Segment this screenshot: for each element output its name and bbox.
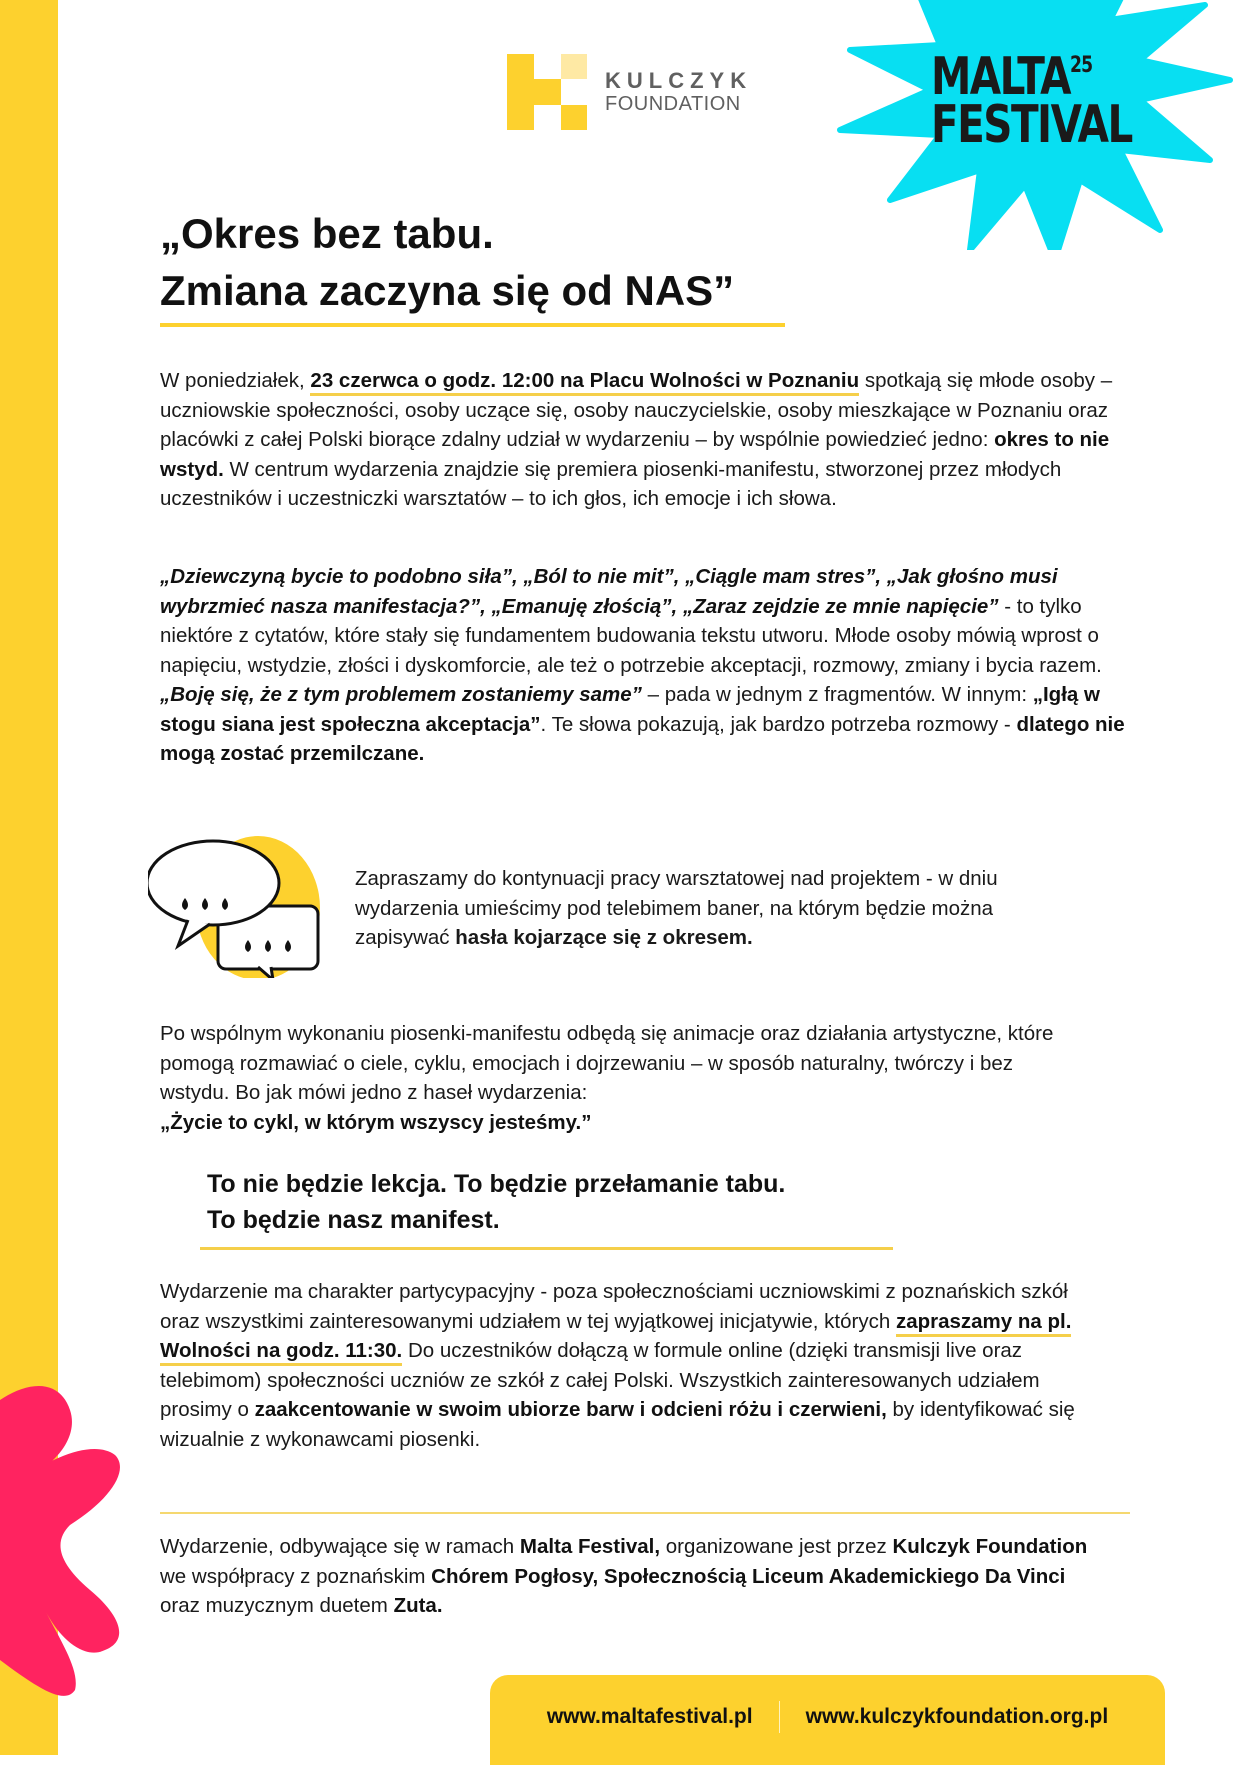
intro-bold: okres to nie wstyd.: [160, 428, 1110, 481]
footer-links-box: [490, 1675, 1165, 1765]
quotes-list: „Dziewczyną bycie to podobno siła”, „Ból to nie mit”, „Ciągle mam stres”, „Jak głośno musi wybrzmieć nasza manifestacja?”, „Emanuję złością”, „Zaraz zejdzie ze mnie napięcie”: [160, 565, 1058, 618]
kulczyk-logo-mark: [507, 54, 587, 130]
org-zuta: Zuta.: [393, 1594, 443, 1617]
quote-fear: „Boję się, że z tym problemem zostaniemy same”: [160, 683, 642, 706]
intro-text-3: W centrum wydarzenia znajdzie się premiera piosenki-manifestu, stworzonej przez młodych uczestników i uczestniczki warsztatów – to ich głos, ich emocje i ich słowa.: [160, 457, 1062, 510]
activities-text: Po wspólnym wykonaniu piosenki-manifestu odbędą się animacje oraz działania artystyczne, które pomogą rozmawiać o ciele, cyklu, emocjach i dojrzewaniu – w sposób naturalny, twórczy i bez wstydu. Bo jak mówi jedno z haseł wydarzenia:: [160, 1022, 1054, 1104]
quotes-conclusion: dlatego nie mogą zostać przemilczane.: [160, 712, 1125, 765]
organizers-paragraph: [160, 1532, 1100, 1621]
participation-text-1: Wydarzenie ma charakter partycypacyjny - poza społecznościami uczniowskimi z poznańskich szkół oraz wszystkimi zainteresowanymi udziałem w tej wyjątkowej inicjatywie, których: [160, 1280, 1068, 1333]
section-divider: [160, 1512, 1130, 1514]
title-line2: Zmiana zaczyna się od NAS”: [160, 267, 735, 314]
title-underline: [160, 323, 785, 327]
organizers-text-2: organizowane jest przez: [660, 1535, 893, 1558]
malta-logo-line1: MALTA: [931, 47, 1070, 107]
pink-flower-decoration: [0, 1360, 130, 1700]
quote-acceptance: „Igłą w stogu siana jest społeczna akceptacja”: [160, 683, 1100, 736]
intro-paragraph: [160, 366, 1135, 514]
link-kulczykfoundation[interactable]: www.kulczykfoundation.org.pl: [805, 1705, 1109, 1728]
footer-separator: [779, 1701, 780, 1733]
manifest-callout: [207, 1166, 785, 1238]
participation-paragraph: [160, 1277, 1080, 1454]
quotes-paragraph: [160, 562, 1135, 769]
kulczyk-foundation-logo: [507, 54, 752, 130]
organizers-text-3: we współpracy z poznańskim: [160, 1564, 432, 1588]
invite-text: Zapraszamy do kontynuacji pracy warsztatowej nad projektem - w dniu wydarzenia umieścimy pod telebimem baner, na którym będzie można zapisywać: [355, 867, 998, 949]
event-date-location: 23 czerwca o godz. 12:00 na Placu Wolności w Poznaniu: [310, 369, 859, 396]
speech-bubbles-icon: [148, 828, 328, 978]
dress-code: zaakcentowanie w swoim ubiorze barw i odcieni różu i czerwieni,: [254, 1398, 887, 1421]
org-malta: Malta Festival,: [519, 1535, 661, 1558]
activities-paragraph: [160, 1019, 1060, 1137]
quotes-text-2: – pada w jednym z fragmentów. W innym:: [641, 683, 1033, 706]
title-line1: „Okres bez tabu.: [160, 210, 494, 257]
malta-logo-line2: FESTIVAL: [931, 94, 1132, 155]
manifest-underline: [200, 1247, 893, 1250]
org-kulczyk: Kulczyk Foundation: [892, 1535, 1088, 1558]
organizers-text-4: oraz muzycznym duetem: [160, 1594, 394, 1617]
link-maltafestival[interactable]: www.maltafestival.pl: [546, 1705, 753, 1728]
page-title: [160, 205, 734, 319]
manifest-line2: To będzie nasz manifest.: [207, 1206, 500, 1234]
malta-festival-logo: [931, 47, 1132, 155]
invite-paragraph: [355, 864, 1075, 953]
manifest-line1: To nie będzie lekcja. To będzie przełamanie tabu.: [207, 1170, 786, 1198]
kulczyk-logo-line1: KULCZYK: [605, 68, 753, 93]
quotes-text-3: . Te słowa pokazują, jak bardzo potrzeba rozmowy -: [540, 712, 1017, 736]
event-slogan: „Życie to cykl, w którym wszyscy jesteśmy.”: [160, 1110, 592, 1134]
kulczyk-logo-line2: FOUNDATION: [605, 93, 741, 115]
org-partners: Chórem Pogłosy, Społecznością Liceum Akademickiego Da Vinci: [431, 1564, 1066, 1588]
malta-logo-superscript: 25: [1069, 53, 1093, 78]
invite-bold: hasła kojarzące się z okresem.: [455, 926, 753, 949]
meeting-time: zapraszamy na pl. Wolności na godz. 11:30.: [160, 1310, 1071, 1367]
organizers-text-1: Wydarzenie, odbywające się w ramach: [160, 1535, 520, 1558]
participation-text-3: by identyfikować się wizualnie z wykonawcami piosenki.: [160, 1398, 1075, 1451]
intro-text-1: W poniedziałek,: [160, 369, 311, 392]
participation-text-2: Do uczestników dołączą w formule online (dzięki transmisji live oraz telebimom) społeczności uczniów ze szkół z całej Polski. Wszystkich zainteresowanych udziałem prosimy o: [160, 1339, 1040, 1421]
intro-text-2: spotkają się młode osoby – uczniowskie społeczności, osoby uczące się, osoby nauczycielskie, osoby mieszkające w Poznaniu oraz placówki z całej Polski biorące zdalny udział w wydarzeniu – by wspólnie powiedzieć jedno:: [160, 369, 1113, 451]
quotes-text-1: - to tylko niektóre z cytatów, które stały się fundamentem budowania tekstu utworu. Młode osoby mówią wprost o napięciu, wstydzie, złości i dyskomforcie, ale też o potrzebie akceptacji, rozmowy, zmiany i bycia razem.: [160, 594, 1102, 677]
